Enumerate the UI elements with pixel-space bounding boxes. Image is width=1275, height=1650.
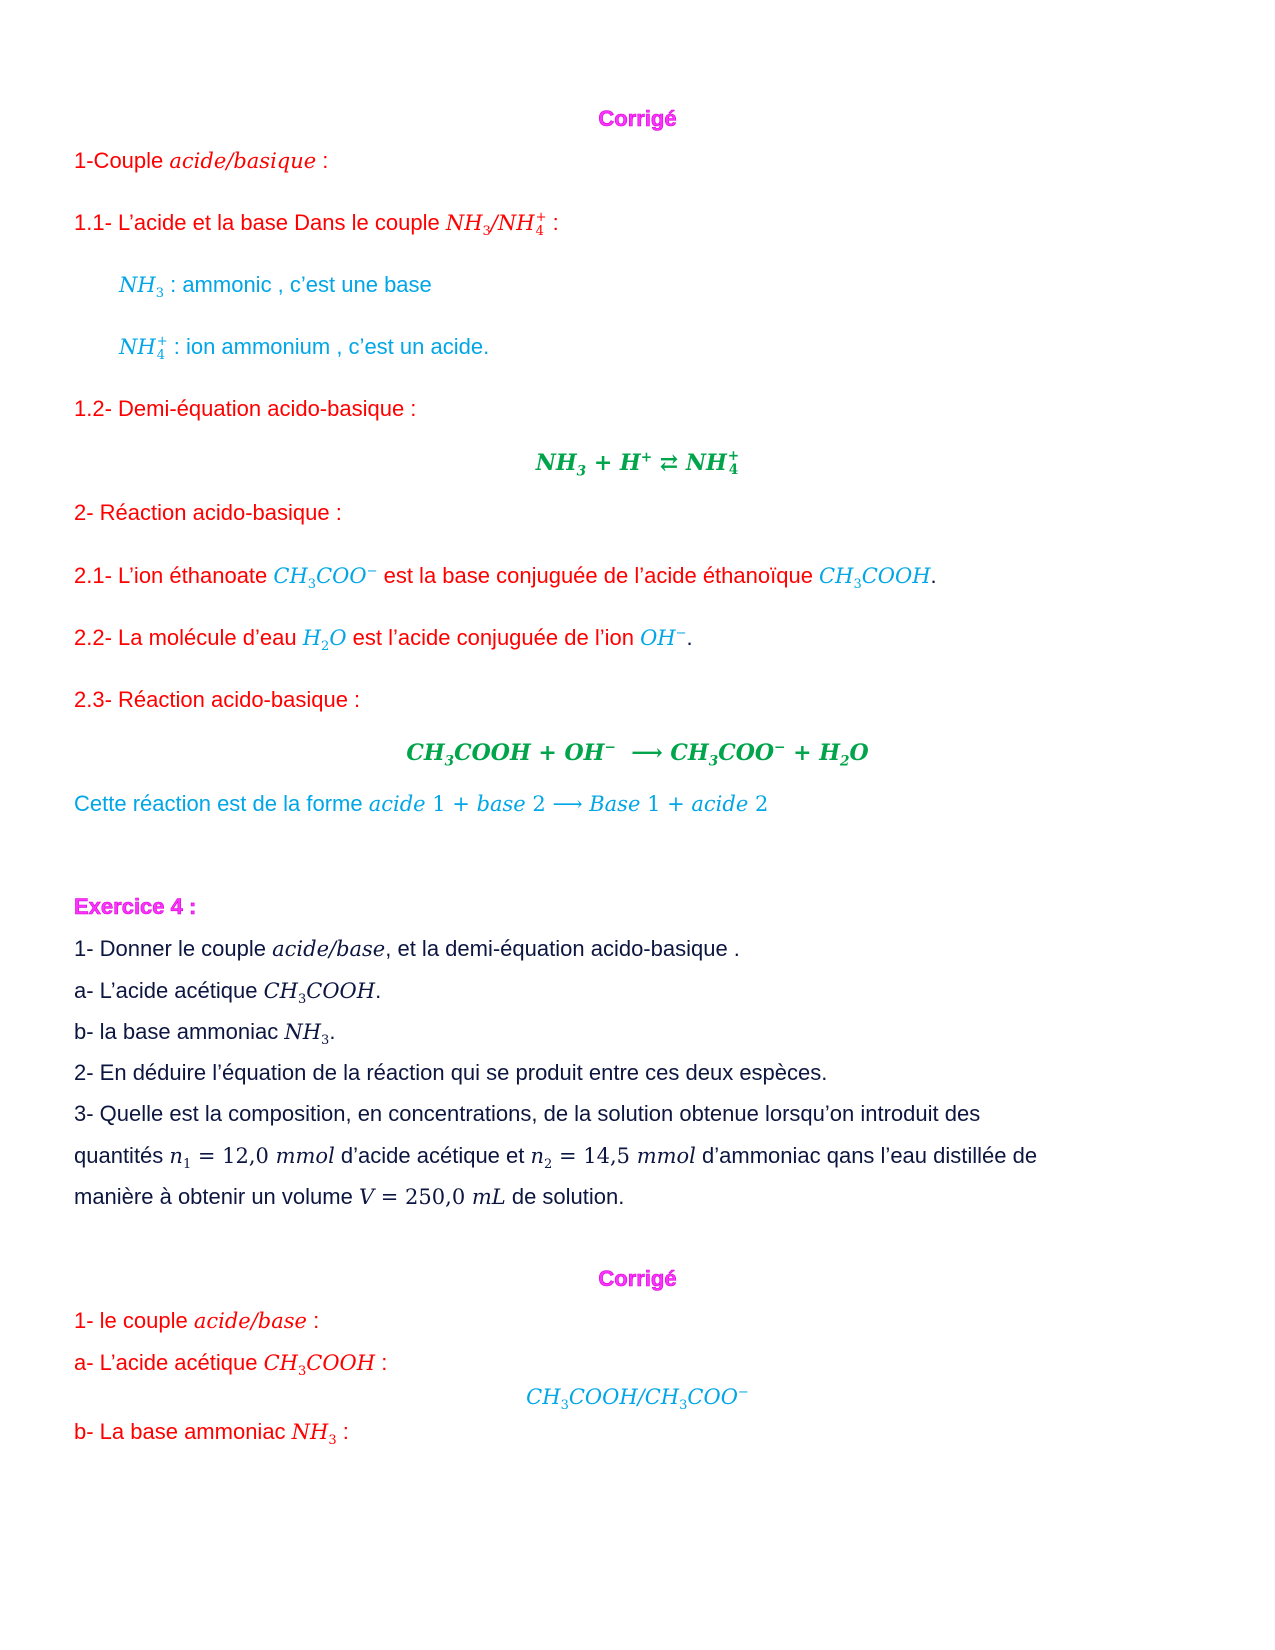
ex4-q1-math: acide/base bbox=[272, 937, 386, 961]
exercise-4-question-b bbox=[74, 1019, 336, 1049]
exercise-4-title: Exercice 4 : bbox=[74, 894, 197, 919]
volume-var: V bbox=[358, 1185, 375, 1209]
nh3-label: : ammonic , c’est une base bbox=[163, 272, 432, 297]
form-word-acide-1: acide bbox=[368, 792, 426, 816]
quantity-n1-value: = 12,0 bbox=[191, 1144, 276, 1168]
formula-h2o: $H_2O$ bbox=[302, 626, 347, 655]
quantity-n1: $n_1 = 12,0$ mmol bbox=[169, 1144, 335, 1173]
c2-qa-prefix: a- L’acide acétique bbox=[74, 1350, 264, 1375]
exercise-4-question-1 bbox=[74, 936, 740, 962]
c2-qb-prefix: b- La base ammoniac bbox=[74, 1419, 292, 1444]
quantity-n1-unit: mmol bbox=[275, 1144, 335, 1168]
question-1-heading bbox=[74, 148, 328, 174]
question-2: 2- Réaction acido-basique : bbox=[74, 500, 342, 525]
question-1-prefix: 1-Couple bbox=[74, 148, 170, 173]
formula-ch3cooh-c2: $CH_3COOH$ bbox=[263, 1351, 376, 1380]
form-num-1: 1 + bbox=[425, 792, 477, 816]
ex4-q3-l2-b: d’acide acétique et bbox=[334, 1143, 531, 1168]
equation-acid-base-reaction: $CH_3COOH + OH^-$ ⟶ $CH_3COO^- + H_2O$ bbox=[406, 739, 869, 770]
formula-couple-acetic: $CH_3COOH/CH_3COO^-$ bbox=[526, 1385, 749, 1414]
question-1-suffix: : bbox=[316, 148, 329, 173]
question-1-math: acide/basique bbox=[169, 149, 317, 173]
formula-nh3-c2: $NH_3$ bbox=[291, 1420, 337, 1449]
c2-qb-suffix: : bbox=[336, 1419, 349, 1444]
exercise-4-question-2: 2- En déduire l’équation de la réaction qui se produit entre ces deux espèces. bbox=[74, 1060, 828, 1085]
question-1-1 bbox=[74, 210, 559, 238]
formula-ch3cooh-ex4: $CH_3COOH$ bbox=[263, 979, 376, 1008]
volume-value: = 250,0 bbox=[374, 1185, 472, 1209]
ex4-q3-l3-b: de solution. bbox=[505, 1184, 625, 1209]
nh3-description bbox=[119, 272, 432, 302]
question-1-1-suffix: : bbox=[546, 210, 559, 235]
reaction-form-line bbox=[74, 791, 768, 817]
ex4-qb-end: . bbox=[329, 1019, 336, 1044]
formula-ch3cooh: $CH_3COOH$ bbox=[819, 564, 931, 593]
form-num-4: 2 bbox=[748, 792, 769, 816]
form-num-2: 2 ⟶ bbox=[525, 792, 590, 816]
question-2-1-prefix: 2.1- L’ion éthanoate bbox=[74, 563, 274, 588]
exercise-4-question-3-line-2 bbox=[74, 1143, 1038, 1173]
exercise-4-question-3-line-3 bbox=[74, 1184, 624, 1210]
form-word-acide-2: acide bbox=[691, 792, 749, 816]
question-2-2-end: . bbox=[686, 625, 693, 650]
corrige-2-question-b bbox=[74, 1419, 349, 1449]
ex4-qa-end: . bbox=[375, 978, 382, 1003]
question-2-2-prefix: 2.2- La molécule d’eau bbox=[74, 625, 303, 650]
nh4-label: : ion ammonium , c’est un acide. bbox=[167, 334, 490, 359]
corrige-title-2: Corrigé bbox=[598, 1266, 677, 1291]
corrige-2-question-1 bbox=[74, 1308, 319, 1334]
form-word-base-1: Base bbox=[589, 792, 641, 816]
reaction-form-prefix: Cette réaction est de la forme bbox=[74, 791, 369, 816]
corrige-2-question-a bbox=[74, 1350, 388, 1380]
ex4-q1-suffix: , et la demi-équation acido-basique . bbox=[385, 936, 740, 961]
ex4-qa-prefix: a- L’acide acétique bbox=[74, 978, 264, 1003]
ex4-qb-prefix: b- la base ammoniac bbox=[74, 1019, 285, 1044]
quantity-n2-unit: mmol bbox=[636, 1144, 696, 1168]
form-num-3: 1 + bbox=[640, 792, 692, 816]
form-word-base-2: base bbox=[476, 792, 526, 816]
quantity-n2-value: = 14,5 bbox=[552, 1144, 637, 1168]
question-1-2: 1.2- Demi-équation acido-basique : bbox=[74, 396, 417, 421]
formula-nh4: NH + 4 bbox=[119, 334, 168, 363]
exercise-4-question-3-line-1: 3- Quelle est la composition, en concentrations, de la solution obtenue lorsqu’on introduit des bbox=[74, 1101, 981, 1126]
volume-unit: mL bbox=[471, 1185, 506, 1209]
ex4-q3-l2-c: d’ammoniac qans l’eau distillée de bbox=[695, 1143, 1038, 1168]
half-equation bbox=[0, 450, 1275, 478]
question-1-1-prefix: 1.1- L’acide et la base Dans le couple bbox=[74, 210, 446, 235]
ex4-q3-l2-a: quantités bbox=[74, 1143, 170, 1168]
formula-nh3-ex4: $NH_3$ bbox=[284, 1020, 330, 1049]
ex4-q3-l3-a: manière à obtenir un volume bbox=[74, 1184, 359, 1209]
c2-q1-prefix: 1- le couple bbox=[74, 1308, 194, 1333]
quantity-n2: $n_2 = 14,5$ mmol bbox=[530, 1144, 696, 1173]
corrige-title: Corrigé bbox=[598, 106, 677, 131]
question-2-1 bbox=[74, 563, 937, 593]
question-2-2-mid: est l’acide conjuguée de l’ion bbox=[346, 625, 641, 650]
equation-nh3-h-nh4: $NH_3 + H^+$ ⇄ NH + 4 bbox=[535, 448, 740, 480]
couple-ch3cooh-ch3coo bbox=[0, 1384, 1275, 1414]
formula-nh3-nh4: $NH_3/NH$ + 4 bbox=[445, 210, 547, 240]
question-2-3: 2.3- Réaction acido-basique : bbox=[74, 687, 361, 712]
exercise-4-question-a bbox=[74, 978, 382, 1008]
formula-ch3coo-minus: $CH_3COO^-$ bbox=[273, 564, 378, 593]
formula-oh-minus: OH− bbox=[640, 626, 687, 650]
volume-v bbox=[359, 1185, 506, 1209]
reaction-form-math bbox=[369, 792, 769, 816]
question-2-1-end: . bbox=[930, 563, 937, 588]
question-2-1-mid: est la base conjuguée de l’acide éthanoïque bbox=[377, 563, 820, 588]
formula-nh3: $NH_3$ bbox=[119, 273, 164, 302]
nh4-description bbox=[119, 334, 489, 362]
c2-qa-suffix: : bbox=[375, 1350, 388, 1375]
c2-q1-suffix: : bbox=[306, 1308, 320, 1333]
ex4-q1-prefix: 1- Donner le couple bbox=[74, 936, 273, 961]
reaction-equation bbox=[0, 739, 1275, 770]
c2-q1-math: acide/base bbox=[193, 1309, 307, 1333]
question-2-2 bbox=[74, 625, 693, 655]
